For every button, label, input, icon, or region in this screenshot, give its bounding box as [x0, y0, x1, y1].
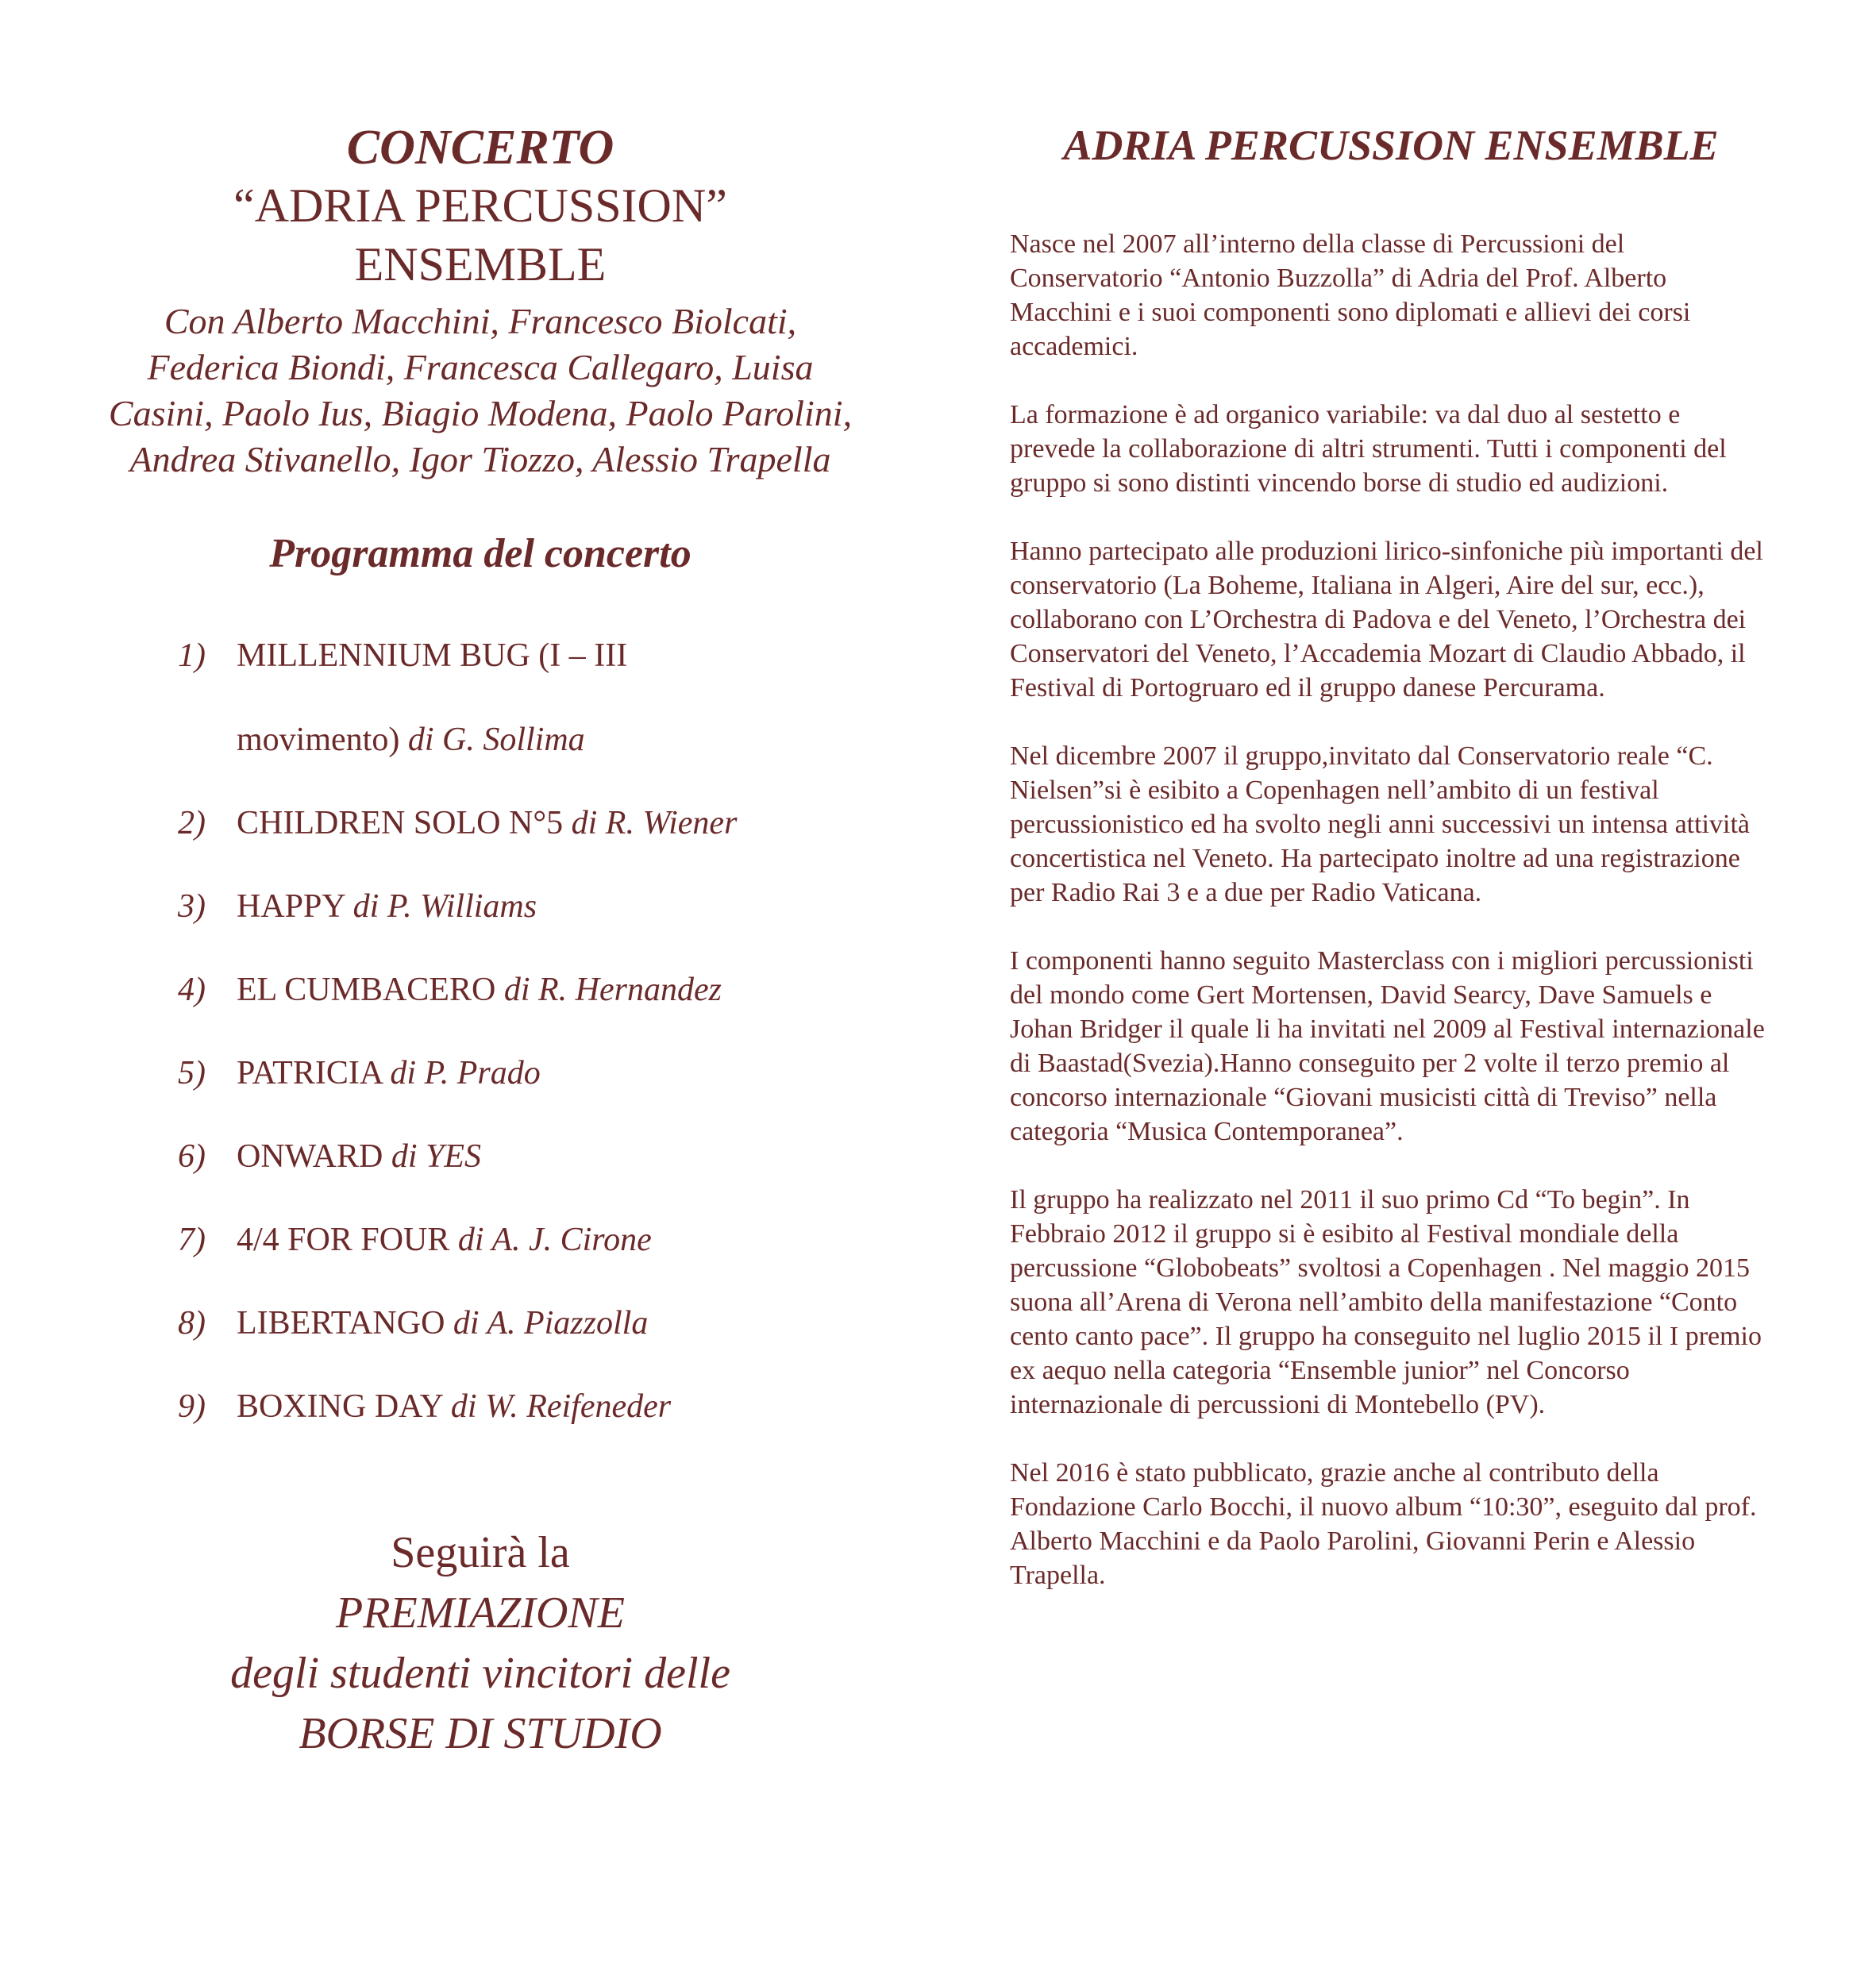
programme-item-composer: di W. Reifeneder [450, 1388, 672, 1425]
programme-item-title: HAPPY [237, 888, 345, 925]
programme-item-title: CHILDREN SOLO N°5 [237, 805, 564, 841]
left-column [95, 119, 865, 1764]
programme-item-number: 9) [178, 1388, 206, 1425]
programme-item-composer: di P. Prado [390, 1055, 541, 1091]
programme-item-title: ONWARD [237, 1138, 383, 1175]
programme-item-composer: di R. Hernandez [503, 972, 722, 1008]
award-line-4: BORSE DI STUDIO [299, 1709, 662, 1758]
programme-item-number: 5) [178, 1055, 206, 1091]
programme-item-title: EL CUMBACERO [237, 972, 496, 1008]
programme-item [95, 1053, 865, 1094]
programme-item-composer: di YES [391, 1138, 482, 1175]
programme-item-title: 4/4 FOR FOUR [237, 1222, 450, 1258]
programme-item-title: BOXING DAY [237, 1388, 443, 1425]
bio-paragraph: Nel 2016 è stato pubblicato, grazie anche al contributo della Fondazione Carlo Bocchi, il nuovo album “10:30”, eseguito dal prof. Alberto Macchini e da Paolo Parolini, Giovanni Perin e Alessio Trapella. [1010, 1458, 1757, 1590]
right-column [1010, 119, 1772, 1592]
programme-item [95, 1386, 865, 1427]
programme-item [95, 1303, 865, 1344]
programme-item-title: LIBERTANGO [237, 1305, 445, 1342]
programme-item-number: 4) [178, 972, 206, 1008]
performers-list: Con Alberto Macchini, Francesco Biolcati, Federica Biondi, Francesca Callegaro, Luisa Casini, Paolo Ius, Biagio Modena, Paolo Parolini, Andrea Stivanello, Igor Tiozzo, Alessio Trapella [108, 301, 853, 479]
bio-paragraph: Hanno partecipato alle produzioni lirico-sinfoniche più importanti del conservatorio (La Boheme, Italiana in Algeri, Aire del sur, ecc.), collaborano con L’Orchestra di Padova e del Veneto, l’Orchestra dei Conservatori del Veneto, l’Accademia Mozart di Claudio Abbado, il Festival di Portogruaro ed il gruppo danese Percurama. [1010, 537, 1763, 703]
programme-item [95, 1219, 865, 1261]
programme-item-number: 8) [178, 1305, 206, 1342]
ensemble-name-line-1: “ADRIA PERCUSSION” [233, 179, 727, 232]
programme-item [95, 635, 865, 760]
programme-list [95, 635, 865, 1427]
bio-title: ADRIA PERCUSSION ENSEMBLE [1063, 121, 1719, 169]
award-announcement [95, 1523, 865, 1764]
programme-item-composer: di G. Sollima [407, 722, 585, 758]
programme-item-composer: di A. Piazzolla [453, 1305, 649, 1342]
programme-item-title: MILLENNIUM BUG (I – III [237, 637, 628, 674]
programme-item [95, 1136, 865, 1177]
programme-item-number: 3) [178, 888, 206, 925]
programme-item-number: 1) [178, 637, 206, 674]
programme-item [95, 969, 865, 1011]
bio-paragraph: I componenti hanno seguito Masterclass con i migliori percussionisti del mondo come Gert Mortensen, David Searcy, Dave Samuels e Johan Bridger il quale li ha invitati nel 2009 al Festival internazionale di Baastad(Svezia).Hanno conseguito per 2 volte il terzo premio al concorso internazionale “Giovani musicisti città di Treviso” nella categoria “Musica Contemporanea”. [1010, 946, 1765, 1146]
award-line-2: PREMIAZIONE [336, 1588, 625, 1638]
award-line-3: degli studenti vincitori delle [230, 1649, 730, 1698]
programme-item-number: 6) [178, 1138, 206, 1175]
award-line-1: Seguirà la [391, 1528, 570, 1577]
programme-heading: Programma del concerto [269, 531, 691, 576]
programme-item-number: 2) [178, 805, 206, 841]
programme-item-composer: di P. Williams [352, 888, 537, 925]
concert-title: CONCERTO [346, 121, 614, 175]
bio-paragraph: Nel dicembre 2007 il gruppo,invitato dal Conservatorio reale “C. Nielsen”si è esibito a Copenhagen nell’ambito di un festival percussionistico ed ha svolto negli anni successivi un intensa attività concertistica nel Veneto. Ha partecipato inoltre ad una registrazione per Radio Rai 3 e a due per Radio Vaticana. [1010, 741, 1750, 907]
programme-item-number: 7) [178, 1222, 206, 1258]
programme-item-title: PATRICIA [237, 1055, 382, 1091]
programme-item [95, 803, 865, 844]
programme-item-title-continued: movimento) [237, 722, 400, 758]
bio-paragraph: Nasce nel 2007 all’interno della classe di Percussioni del Conservatorio “Antonio Buzzolla” di Adria del Prof. Alberto Macchini e i suoi componenti sono diplomati e allievi dei corsi accademici. [1010, 229, 1691, 361]
ensemble-name-line-2: ENSEMBLE [354, 238, 607, 291]
bio-paragraph: Il gruppo ha realizzato nel 2011 il suo primo Cd “To begin”. In Febbraio 2012 il gruppo si è esibito al Festival mondiale della percussione “Globobeats” svoltosi a Copenhagen . Nel maggio 2015 suona all’Arena di Verona nell’ambito della manifestazione “Conto cento canto pace”. Il gruppo ha conseguito nel luglio 2015 il I premio ex aequo nella categoria “Ensemble junior” nel Concorso internazionale di percussioni di Montebello (PV). [1010, 1185, 1762, 1419]
programme-item-composer: di R. Wiener [571, 805, 738, 841]
bio-paragraph: La formazione è ad organico variabile: va dal duo al sestetto e prevede la collaborazione di altri strumenti. Tutti i componenti del gruppo si sono distinti vincendo borse di studio ed audizioni. [1010, 400, 1727, 498]
programme-item [95, 886, 865, 927]
programme-item-composer: di A. J. Cirone [457, 1222, 652, 1258]
